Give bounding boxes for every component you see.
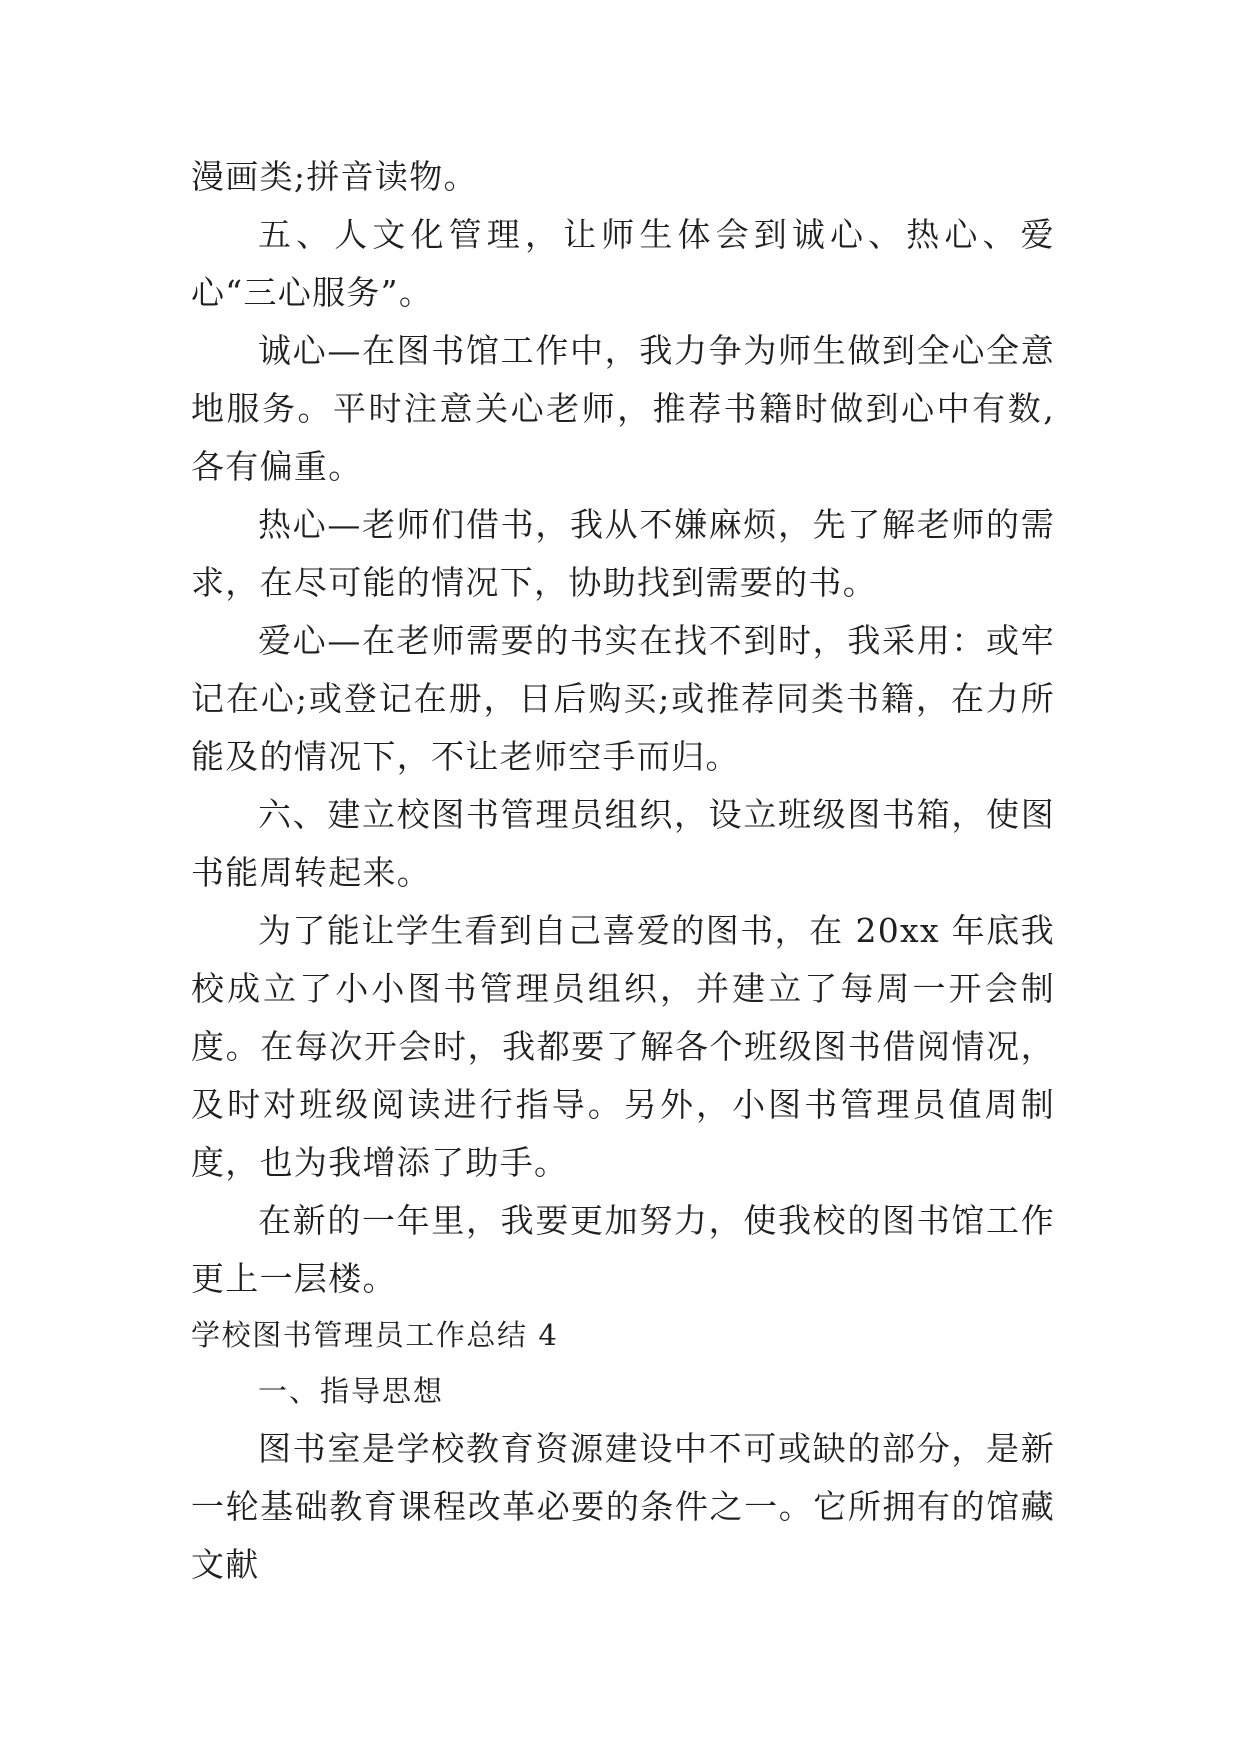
subsection-heading-guiding-ideology: 一、指导思想 bbox=[258, 1374, 445, 1408]
paragraph-comics-pinyin: 漫画类;拼音读物。 bbox=[191, 157, 478, 196]
paragraph-section-six: 六、建立校图书管理员组织，设立班级图书箱，使图书能周转起来。 bbox=[191, 795, 1055, 892]
paragraph-new-year: 在新的一年里，我要更加努力，使我校的图书馆工作更上一层楼。 bbox=[191, 1201, 1055, 1298]
paragraph-sincerity: 诚心—在图书馆工作中，我力争为师生做到全心全意地服务。平时注意关心老师，推荐书籍时做到心中有数,各有偏重。 bbox=[191, 331, 1055, 486]
section-title: 学校图书管理员工作总结 4 bbox=[191, 1318, 559, 1352]
paragraph-section-five: 五、人文化管理，让师生体会到诚心、热心、爱心“三心服务”。 bbox=[191, 215, 1055, 312]
paragraph-library-role: 图书室是学校教育资源建设中不可或缺的部分，是新一轮基础教育课程改革必要的条件之一。它所拥有的馆藏文献 bbox=[191, 1429, 1055, 1584]
document-page bbox=[191, 148, 1055, 1594]
paragraph-enthusiasm: 热心—老师们借书，我从不嫌麻烦，先了解老师的需求，在尽可能的情况下，协助找到需要的书。 bbox=[191, 505, 1055, 602]
paragraph-librarian-organization: 为了能让学生看到自己喜爱的图书，在 20xx 年底我校成立了小小图书管理员组织，并建立了每周一开会制度。在每次开会时，我都要了解各个班级图书借阅情况，及时对班级阅读进行指导。另外，小图书管理员值周制度，也为我增添了助手。 bbox=[191, 911, 1055, 1182]
paragraph-caring: 爱心—在老师需要的书实在找不到时，我采用：或牢记在心;或登记在册，日后购买;或推荐同类书籍，在力所能及的情况下，不让老师空手而归。 bbox=[191, 621, 1055, 776]
